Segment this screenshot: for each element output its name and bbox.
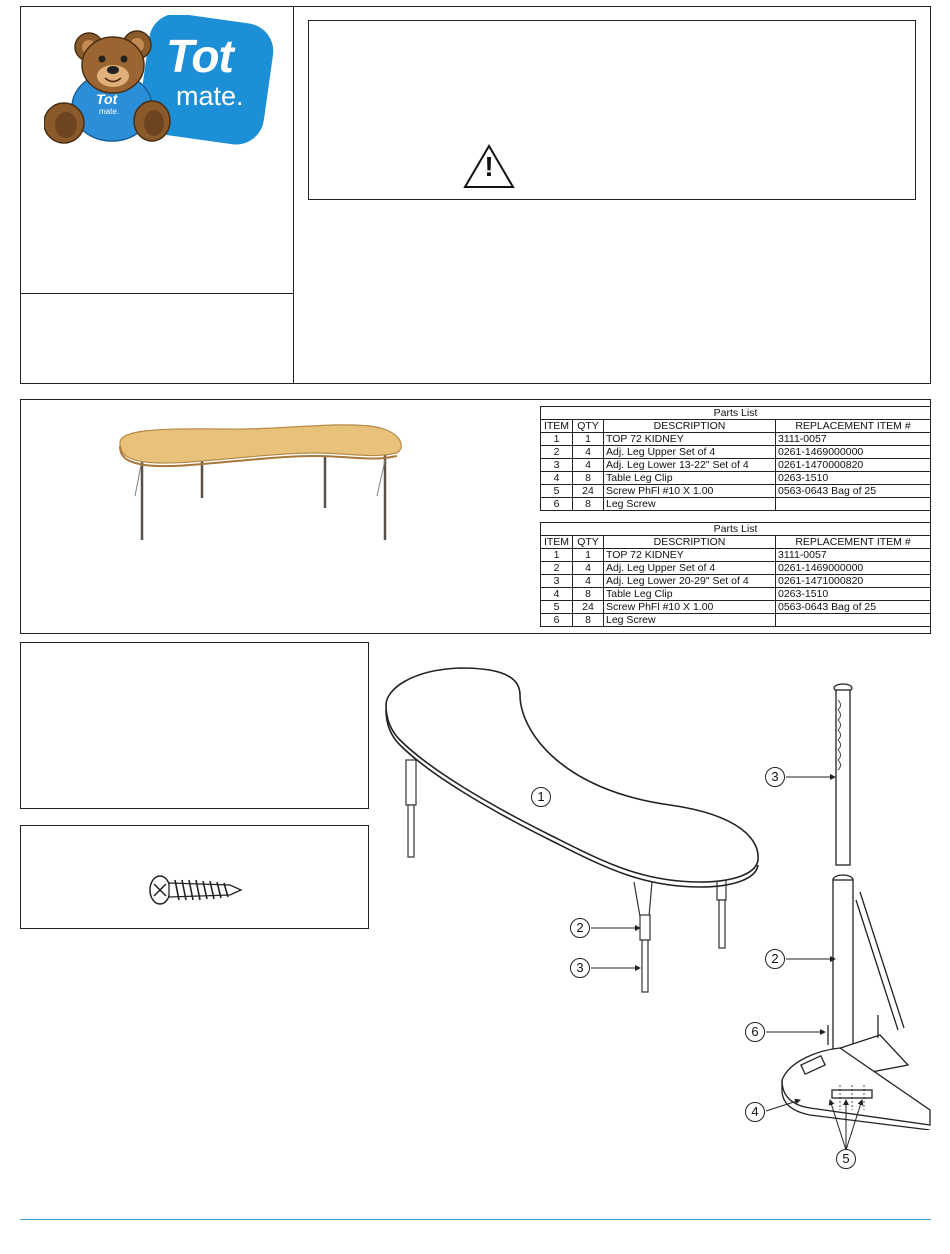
cell-replacement: 0563-0643 Bag of 25 [776,485,931,498]
callout-6: 6 [745,1022,765,1042]
cell-item: 1 [541,433,573,446]
cell-replacement: 3111-0057 [776,433,931,446]
cell-item: 5 [541,485,573,498]
cell-description: Table Leg Clip [604,588,776,601]
cell-description: TOP 72 KIDNEY [604,549,776,562]
cell-qty: 8 [573,588,604,601]
cell-qty: 4 [573,446,604,459]
cell-item: 3 [541,459,573,472]
cell-qty: 1 [573,433,604,446]
cell-item: 3 [541,575,573,588]
cell-item: 1 [541,549,573,562]
cell-qty: 24 [573,485,604,498]
cell-qty: 1 [573,549,604,562]
shirt-logo-tot: Tot [96,91,118,107]
cell-description: Adj. Leg Upper Set of 4 [604,562,776,575]
cell-replacement: 0563-0643 Bag of 25 [776,601,931,614]
col-header-qty: QTY [573,536,604,549]
cell-description: Screw PhFl #10 X 1.00 [604,485,776,498]
col-header-item: ITEM [541,420,573,433]
footer-rule [20,1219,931,1220]
cell-item: 6 [541,498,573,511]
cell-item: 2 [541,446,573,459]
cell-item: 2 [541,562,573,575]
col-header-qty: QTY [573,420,604,433]
cell-qty: 4 [573,575,604,588]
cell-qty: 8 [573,614,604,627]
cell-item: 4 [541,588,573,601]
callout-3-detail: 3 [765,767,785,787]
callout-5: 5 [836,1149,856,1169]
cell-description: Table Leg Clip [604,472,776,485]
cell-qty: 24 [573,601,604,614]
cell-description: Adj. Leg Lower 13-22" Set of 4 [604,459,776,472]
cell-qty: 8 [573,472,604,485]
cell-item: 6 [541,614,573,627]
cell-description: Adj. Leg Upper Set of 4 [604,446,776,459]
cell-replacement: 0261-1469000000 [776,446,931,459]
parts-list-title: Parts List [541,407,931,420]
callout-2: 2 [570,918,590,938]
col-header-replacement: REPLACEMENT ITEM # [776,536,931,549]
cell-qty: 8 [573,498,604,511]
cell-description: Adj. Leg Lower 20-29" Set of 4 [604,575,776,588]
cell-description: Leg Screw [604,614,776,627]
callout-4: 4 [745,1102,765,1122]
cell-item: 4 [541,472,573,485]
cell-replacement: 0261-1469000000 [776,562,931,575]
callout-3: 3 [570,958,590,978]
logo-text-tot: Tot [166,30,233,82]
logo-text-mate: mate. [176,81,244,111]
shirt-logo-mate: mate. [99,107,120,116]
callout-1: 1 [531,787,551,807]
cell-qty: 4 [573,459,604,472]
cell-qty: 4 [573,562,604,575]
cell-item: 5 [541,601,573,614]
cell-description: Screw PhFl #10 X 1.00 [604,601,776,614]
cell-replacement: 0261-1471000820 [776,575,931,588]
cell-replacement: 0263-1510 [776,588,931,601]
cell-replacement: 3111-0057 [776,549,931,562]
cell-description: TOP 72 KIDNEY [604,433,776,446]
col-header-description: DESCRIPTION [604,536,776,549]
cell-replacement: 0263-1510 [776,472,931,485]
col-header-item: ITEM [541,536,573,549]
warning-symbol: ! [484,151,494,182]
cell-replacement: 0261-1470000820 [776,459,931,472]
parts-list-title: Parts List [541,523,931,536]
col-header-description: DESCRIPTION [604,420,776,433]
callout-2-detail: 2 [765,949,785,969]
col-header-replacement: REPLACEMENT ITEM # [776,420,931,433]
cell-description: Leg Screw [604,498,776,511]
